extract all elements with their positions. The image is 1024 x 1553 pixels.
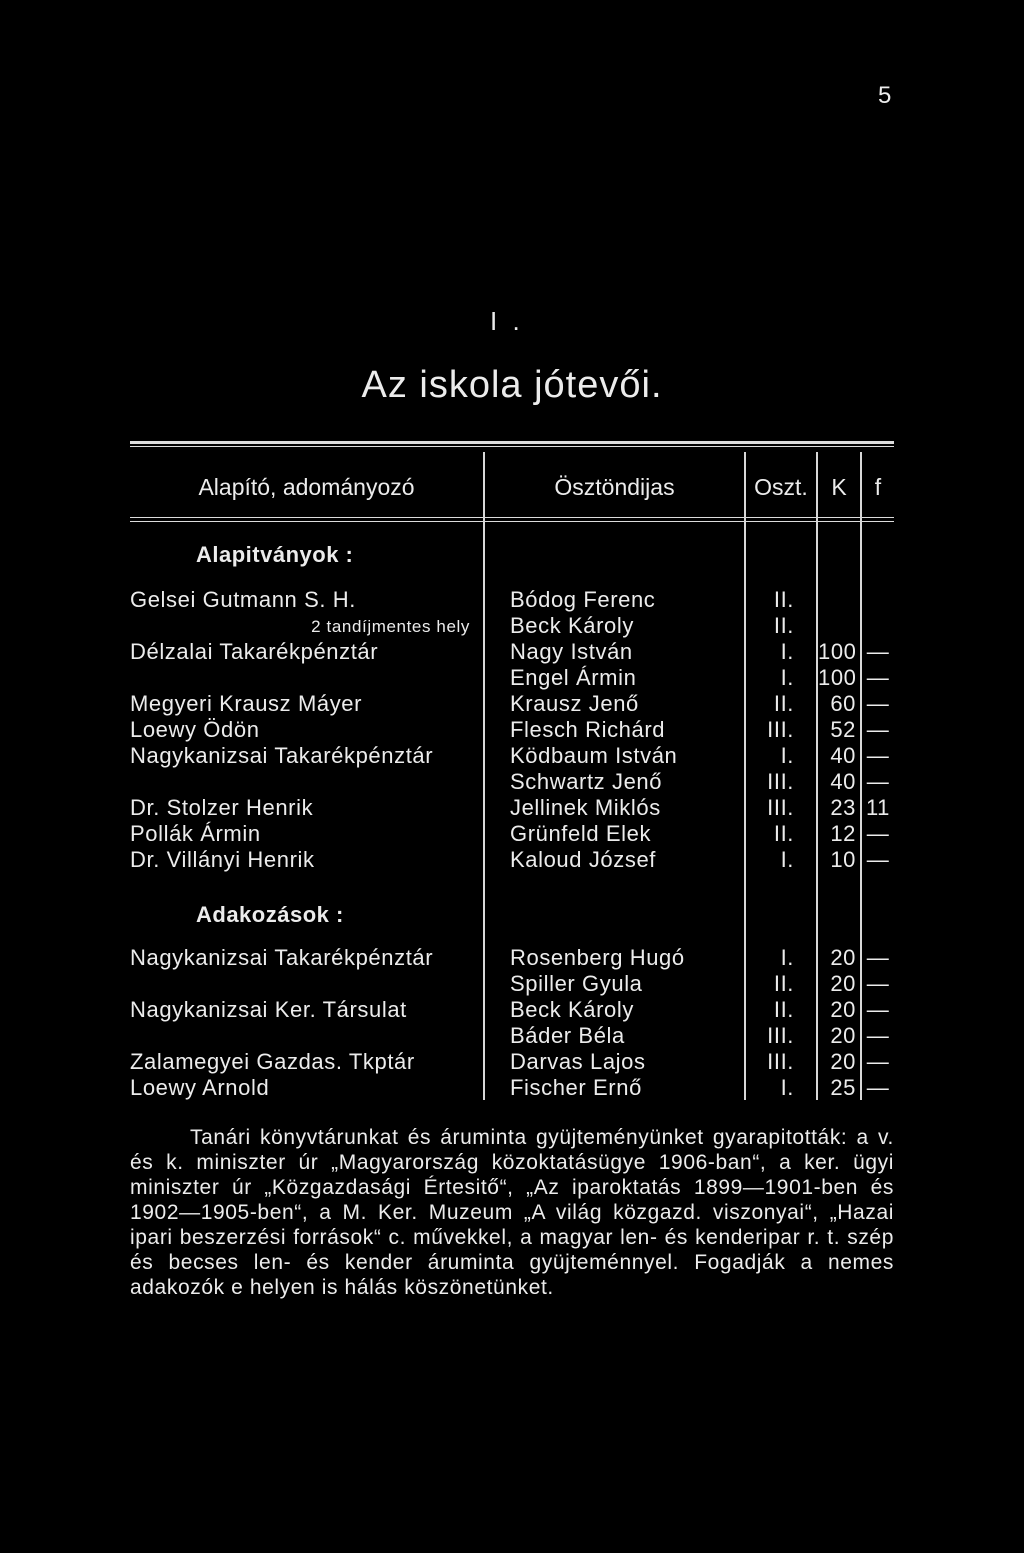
cell-class: I. bbox=[780, 1075, 794, 1100]
cell-founder: Nagykanizsai Takarékpénztár bbox=[130, 945, 434, 970]
cell-f: — bbox=[866, 1075, 890, 1100]
table-top-rule bbox=[130, 441, 894, 444]
cell-student: Bódog Ferenc bbox=[510, 587, 656, 612]
table-row bbox=[0, 821, 1024, 847]
cell-founder: Délzalai Takarékpénztár bbox=[130, 639, 379, 664]
cell-f: 11 bbox=[865, 795, 891, 820]
table-row bbox=[0, 717, 1024, 743]
cell-student: Nagy István bbox=[510, 639, 633, 664]
cell-class: I. bbox=[780, 743, 794, 768]
cell-founder: Dr. Villányi Henrik bbox=[130, 847, 315, 872]
table-row bbox=[0, 1023, 1024, 1049]
cell-student: Báder Béla bbox=[510, 1023, 625, 1048]
cell-k: 20 bbox=[830, 945, 856, 970]
cell-k: 20 bbox=[830, 1023, 856, 1048]
table-row bbox=[0, 847, 1024, 873]
cell-student: Darvas Lajos bbox=[510, 1049, 646, 1074]
cell-f: — bbox=[866, 847, 890, 872]
cell-k: 100 bbox=[818, 639, 857, 664]
acknowledgement-paragraph: Tanári könyvtárunkat és áruminta gyüjteményünket gyarapitották: a v. és k. miniszter úr „Magyarország közoktatásügye 1906-ban“, a ker. ügyi miniszter úr „Közgazdasági Értesitő“, „Az iparoktatás 1899—1901-ben és 1902—1905-ben“, a M. Ker. Muzeum „A világ közgazd. viszonyai“, „Hazai ipari beszerzési források“ c. művekkel, a magyar len- és kenderipar r. t. szép és becses len- és kender áruminta gyüjteménnyel. Fogadják a nemes adakozók e helyen is hálás köszönetünket. bbox=[130, 1126, 894, 1299]
table-row bbox=[0, 743, 1024, 769]
cell-f: — bbox=[866, 821, 890, 846]
cell-class: III. bbox=[767, 1023, 794, 1048]
cell-founder: Gelsei Gutmann S. H. bbox=[130, 587, 356, 612]
page-title: Az iskola jótevői. bbox=[361, 364, 663, 406]
cell-f: — bbox=[866, 717, 890, 742]
cell-k: 12 bbox=[830, 821, 856, 846]
cell-founder: Megyeri Krausz Máyer bbox=[130, 691, 363, 716]
cell-k: 25 bbox=[830, 1075, 856, 1100]
cell-f: — bbox=[866, 691, 890, 716]
page-number: 5 bbox=[878, 82, 892, 109]
table-row bbox=[0, 613, 1024, 639]
cell-student: Krausz Jenő bbox=[510, 691, 639, 716]
cell-f: — bbox=[866, 769, 890, 794]
cell-f: — bbox=[866, 743, 890, 768]
cell-k: 20 bbox=[830, 1049, 856, 1074]
table-top-rule-thin bbox=[130, 446, 894, 447]
cell-k: 52 bbox=[830, 717, 856, 742]
header-k: K bbox=[831, 474, 847, 500]
table-header-rule bbox=[130, 517, 894, 518]
cell-f: — bbox=[866, 997, 890, 1022]
cell-k: 60 bbox=[830, 691, 856, 716]
cell-class: II. bbox=[773, 821, 794, 846]
cell-class: III. bbox=[767, 795, 794, 820]
cell-f: — bbox=[866, 971, 890, 996]
cell-student: Beck Károly bbox=[510, 613, 634, 638]
cell-student: Beck Károly bbox=[510, 997, 634, 1022]
table-row bbox=[0, 1075, 1024, 1101]
table-row bbox=[0, 971, 1024, 997]
cell-founder: Dr. Stolzer Henrik bbox=[130, 795, 314, 820]
cell-f: — bbox=[866, 639, 890, 664]
cell-k: 23 bbox=[830, 795, 856, 820]
cell-class: III. bbox=[767, 717, 794, 742]
cell-founder: Zalamegyei Gazdas. Tkptár bbox=[130, 1049, 415, 1074]
cell-student: Engel Ármin bbox=[510, 665, 637, 690]
cell-class: III. bbox=[767, 1049, 794, 1074]
cell-k: 100 bbox=[818, 665, 857, 690]
cell-k: 20 bbox=[830, 971, 856, 996]
table-row bbox=[0, 795, 1024, 821]
cell-founder: Loewy Ödön bbox=[130, 717, 260, 742]
table-row bbox=[0, 639, 1024, 665]
cell-class: II. bbox=[773, 691, 794, 716]
section-heading-foundations: Alapitványok : bbox=[196, 542, 354, 567]
table-row bbox=[0, 769, 1024, 795]
cell-class: II. bbox=[773, 997, 794, 1022]
cell-class: I. bbox=[780, 847, 794, 872]
cell-student: Ködbaum István bbox=[510, 743, 678, 768]
cell-student: Jellinek Miklós bbox=[510, 795, 661, 820]
cell-student: Grünfeld Elek bbox=[510, 821, 652, 846]
cell-founder: Nagykanizsai Ker. Társulat bbox=[130, 997, 407, 1022]
cell-student: Kaloud József bbox=[510, 847, 656, 872]
header-class: Oszt. bbox=[754, 474, 808, 500]
cell-f: — bbox=[866, 665, 890, 690]
cell-class: II. bbox=[773, 613, 794, 638]
cell-student: Schwartz Jenő bbox=[510, 769, 663, 794]
cell-f: — bbox=[866, 945, 890, 970]
cell-k: 40 bbox=[830, 769, 856, 794]
cell-founder: Loewy Arnold bbox=[130, 1075, 270, 1100]
table-row bbox=[0, 945, 1024, 971]
cell-class: II. bbox=[773, 587, 794, 612]
table-row bbox=[0, 691, 1024, 717]
table-header-rule-thin bbox=[130, 521, 894, 522]
section-number: I . bbox=[490, 306, 524, 336]
cell-class: III. bbox=[767, 769, 794, 794]
cell-k: 40 bbox=[830, 743, 856, 768]
cell-class: I. bbox=[780, 639, 794, 664]
cell-founder: 2 tandíjmentes hely bbox=[311, 617, 470, 636]
table-row bbox=[0, 665, 1024, 691]
header-founder: Alapító, adományozó bbox=[198, 474, 415, 500]
cell-f: — bbox=[866, 1023, 890, 1048]
cell-student: Rosenberg Hugó bbox=[510, 945, 685, 970]
cell-student: Flesch Richárd bbox=[510, 717, 666, 742]
cell-founder: Pollák Ármin bbox=[130, 821, 261, 846]
cell-k: 10 bbox=[830, 847, 856, 872]
cell-f: — bbox=[866, 1049, 890, 1074]
header-f: f bbox=[874, 474, 882, 500]
cell-founder: Nagykanizsai Takarékpénztár bbox=[130, 743, 434, 768]
table-row bbox=[0, 587, 1024, 613]
cell-k: 20 bbox=[830, 997, 856, 1022]
cell-student: Fischer Ernő bbox=[510, 1075, 642, 1100]
header-student: Ösztöndijas bbox=[554, 474, 675, 500]
cell-class: I. bbox=[780, 945, 794, 970]
table-row bbox=[0, 997, 1024, 1023]
table-row bbox=[0, 1049, 1024, 1075]
cell-student: Spiller Gyula bbox=[510, 971, 643, 996]
cell-class: II. bbox=[773, 971, 794, 996]
cell-class: I. bbox=[780, 665, 794, 690]
section-heading-donations: Adakozások : bbox=[196, 902, 344, 927]
